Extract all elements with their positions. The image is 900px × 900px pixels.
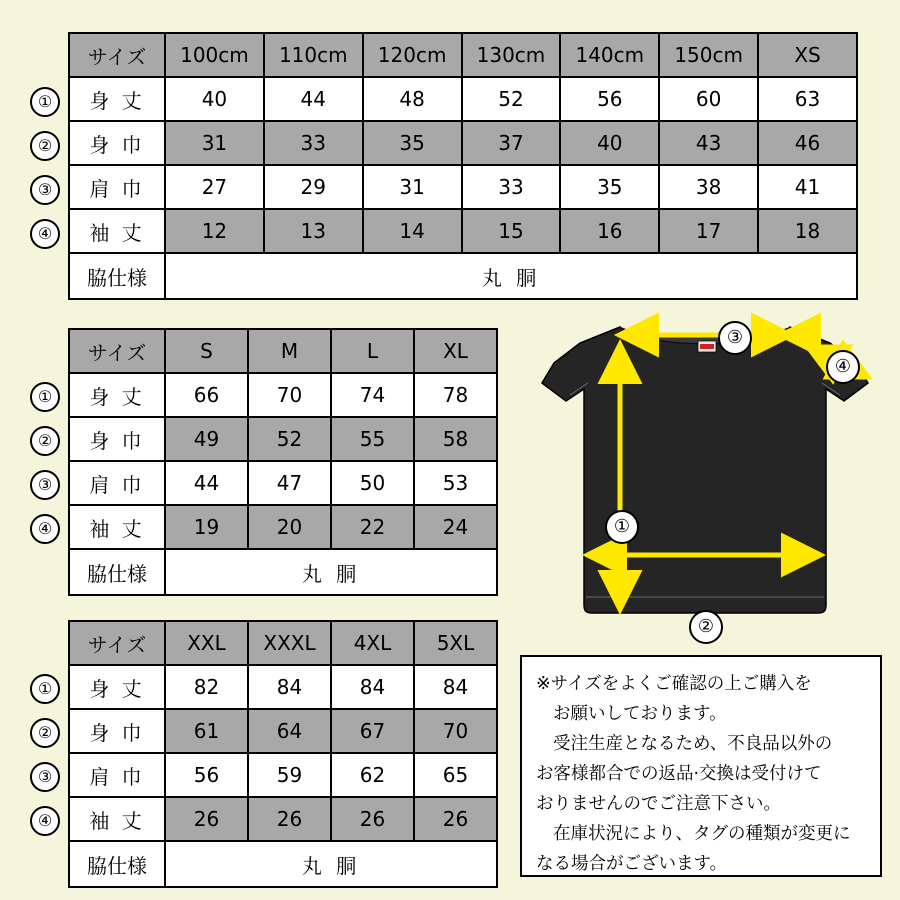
header-cell: 100cm <box>165 33 264 77</box>
table-cell: 44 <box>264 77 363 121</box>
table-cell: 55 <box>331 417 414 461</box>
table-cell: 37 <box>462 121 561 165</box>
side-spec-label: 脇仕様 <box>69 549 165 595</box>
header-cell: 110cm <box>264 33 363 77</box>
diagram-marker-3: ③ <box>718 321 752 355</box>
table-cell: 46 <box>758 121 857 165</box>
measure-marker-3: ③ <box>30 762 60 792</box>
table-cell: 52 <box>462 77 561 121</box>
table-cell: 84 <box>331 665 414 709</box>
note-line: なる場合がございます。 <box>536 854 728 874</box>
table-cell: 43 <box>659 121 758 165</box>
table-cell: 58 <box>414 417 497 461</box>
header-cell: 5XL <box>414 621 497 665</box>
header-cell: L <box>331 329 414 373</box>
table-cell: 67 <box>331 709 414 753</box>
table-cell: 40 <box>560 121 659 165</box>
table-row <box>69 753 497 797</box>
table-cell: 18 <box>758 209 857 253</box>
adult-size-table <box>68 328 498 596</box>
table-cell: 35 <box>560 165 659 209</box>
table-cell: 65 <box>414 753 497 797</box>
table-cell: 26 <box>165 797 248 841</box>
table-cell: 13 <box>264 209 363 253</box>
table-cell: 50 <box>331 461 414 505</box>
table-header-row <box>69 33 857 77</box>
diagram-marker-4: ④ <box>826 350 860 384</box>
table-cell: 31 <box>363 165 462 209</box>
kids-size-table <box>68 32 858 300</box>
table-footer-row <box>69 549 497 595</box>
table-cell: 14 <box>363 209 462 253</box>
table-row <box>69 209 857 253</box>
table-row <box>69 121 857 165</box>
table-header-row <box>69 329 497 373</box>
t-shirt-measurement-diagram <box>520 305 890 645</box>
side-spec-value: 丸 胴 <box>165 841 497 887</box>
table-row <box>69 505 497 549</box>
table-cell: 52 <box>248 417 331 461</box>
table-cell: 74 <box>331 373 414 417</box>
table-cell: 27 <box>165 165 264 209</box>
note-line: お客様都合での返品·交換は受付けて <box>536 764 822 784</box>
side-spec-value: 丸 胴 <box>165 549 497 595</box>
row-label: 肩 巾 <box>69 753 165 797</box>
table-cell: 26 <box>414 797 497 841</box>
header-cell: 140cm <box>560 33 659 77</box>
table-row <box>69 797 497 841</box>
header-cell: XXL <box>165 621 248 665</box>
brand-tag-mark <box>700 344 714 349</box>
measure-marker-1: ① <box>30 382 60 412</box>
header-cell: サイズ <box>69 329 165 373</box>
table-cell: 84 <box>414 665 497 709</box>
header-cell: XL <box>414 329 497 373</box>
table-row <box>69 665 497 709</box>
row-label: 身 丈 <box>69 373 165 417</box>
table-cell: 78 <box>414 373 497 417</box>
table-cell: 19 <box>165 505 248 549</box>
table-row <box>69 417 497 461</box>
table-cell: 26 <box>248 797 331 841</box>
header-cell: 4XL <box>331 621 414 665</box>
note-line: 受注生産となるため、不良品以外の <box>553 734 833 754</box>
table-cell: 60 <box>659 77 758 121</box>
header-cell: 130cm <box>462 33 561 77</box>
table-cell: 66 <box>165 373 248 417</box>
table-footer-row <box>69 841 497 887</box>
note-line: 在庫状況により、タグの種類が変更に <box>553 824 851 844</box>
table-header-row <box>69 621 497 665</box>
table-cell: 22 <box>331 505 414 549</box>
measure-marker-1: ① <box>30 87 60 117</box>
row-label: 身 巾 <box>69 121 165 165</box>
table-cell: 33 <box>264 121 363 165</box>
note-line: お願いしております。 <box>553 704 727 724</box>
measure-marker-3: ③ <box>30 470 60 500</box>
table-cell: 20 <box>248 505 331 549</box>
table-cell: 17 <box>659 209 758 253</box>
table-cell: 38 <box>659 165 758 209</box>
table-cell: 53 <box>414 461 497 505</box>
table-cell: 64 <box>248 709 331 753</box>
diagram-marker-2: ② <box>689 610 723 644</box>
table-cell: 61 <box>165 709 248 753</box>
table-cell: 12 <box>165 209 264 253</box>
row-label: 肩 巾 <box>69 165 165 209</box>
table-cell: 59 <box>248 753 331 797</box>
table-cell: 35 <box>363 121 462 165</box>
header-cell: サイズ <box>69 33 165 77</box>
side-spec-label: 脇仕様 <box>69 253 165 299</box>
header-cell: サイズ <box>69 621 165 665</box>
table-cell: 15 <box>462 209 561 253</box>
table-cell: 16 <box>560 209 659 253</box>
measure-marker-4: ④ <box>30 219 60 249</box>
measure-marker-4: ④ <box>30 514 60 544</box>
table-cell: 29 <box>264 165 363 209</box>
row-label: 身 丈 <box>69 665 165 709</box>
header-cell: XXXL <box>248 621 331 665</box>
measure-marker-2: ② <box>30 718 60 748</box>
header-cell: 120cm <box>363 33 462 77</box>
measure-marker-2: ② <box>30 426 60 456</box>
table-footer-row <box>69 253 857 299</box>
diagram-marker-1: ① <box>605 510 639 544</box>
table-cell: 84 <box>248 665 331 709</box>
row-label: 身 巾 <box>69 417 165 461</box>
table-cell: 63 <box>758 77 857 121</box>
measure-marker-3: ③ <box>30 175 60 205</box>
row-label: 袖 丈 <box>69 505 165 549</box>
measure-marker-4: ④ <box>30 806 60 836</box>
side-spec-label: 脇仕様 <box>69 841 165 887</box>
table-cell: 70 <box>248 373 331 417</box>
table-cell: 44 <box>165 461 248 505</box>
table-cell: 26 <box>331 797 414 841</box>
header-cell: S <box>165 329 248 373</box>
table-row <box>69 77 857 121</box>
table-row <box>69 709 497 753</box>
table-cell: 70 <box>414 709 497 753</box>
row-label: 身 巾 <box>69 709 165 753</box>
table-cell: 24 <box>414 505 497 549</box>
header-cell: 150cm <box>659 33 758 77</box>
note-line: おりませんのでご注意下さい。 <box>536 794 781 814</box>
table-cell: 47 <box>248 461 331 505</box>
table-row <box>69 165 857 209</box>
table-row <box>69 373 497 417</box>
side-spec-value: 丸 胴 <box>165 253 857 299</box>
table-cell: 41 <box>758 165 857 209</box>
table-cell: 48 <box>363 77 462 121</box>
table-cell: 33 <box>462 165 561 209</box>
purchase-note-box <box>520 655 882 877</box>
measure-marker-2: ② <box>30 131 60 161</box>
row-label: 袖 丈 <box>69 209 165 253</box>
header-cell: XS <box>758 33 857 77</box>
row-label: 肩 巾 <box>69 461 165 505</box>
shirt-body <box>542 327 868 613</box>
large-size-table <box>68 620 498 888</box>
table-cell: 82 <box>165 665 248 709</box>
table-cell: 56 <box>560 77 659 121</box>
note-line: ※サイズをよくご確認の上ご購入を <box>536 674 812 694</box>
row-label: 袖 丈 <box>69 797 165 841</box>
table-cell: 56 <box>165 753 248 797</box>
table-cell: 49 <box>165 417 248 461</box>
table-row <box>69 461 497 505</box>
table-cell: 31 <box>165 121 264 165</box>
header-cell: M <box>248 329 331 373</box>
table-cell: 40 <box>165 77 264 121</box>
table-cell: 62 <box>331 753 414 797</box>
row-label: 身 丈 <box>69 77 165 121</box>
measure-marker-1: ① <box>30 674 60 704</box>
